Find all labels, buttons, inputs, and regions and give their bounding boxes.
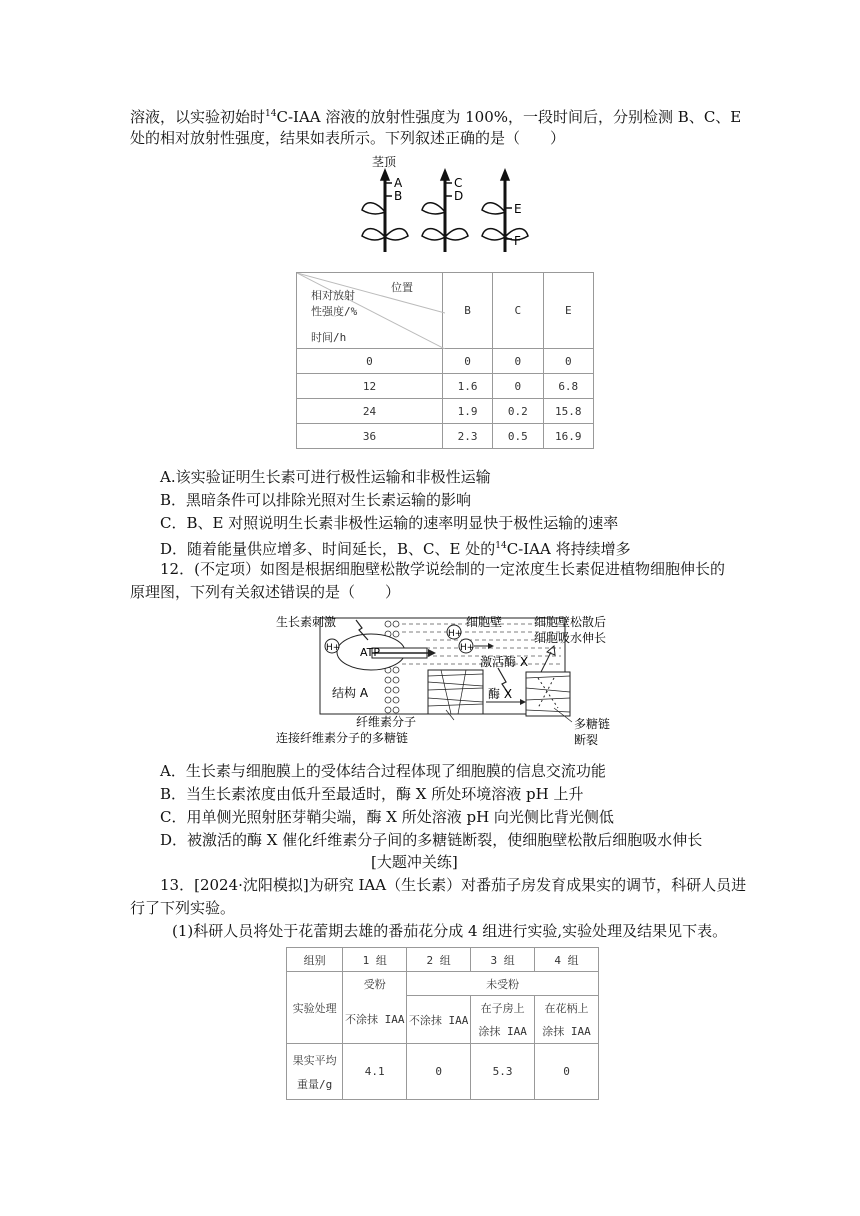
- stem-top-label: 茎顶: [372, 155, 397, 169]
- label-h2: H+: [448, 629, 463, 639]
- label-h3: H+: [460, 643, 475, 653]
- row-treatment: 实验处理: [287, 972, 343, 1044]
- col-c: C: [493, 273, 543, 349]
- q12-line1: 12．(不定项）如图是根据细胞壁松散学说绘制的一定浓度生长素促进植物细胞伸长的: [160, 560, 725, 578]
- table-row: 36 2.3 0.5 16.9: [297, 424, 594, 449]
- q11-line1: 溶液，以实验初始时$^{14}$C-IAA 溶液的放射性强度为 100%，一段时间后，分别检测 B、C、E: [130, 108, 742, 126]
- label-activate: 激活酶 X: [480, 655, 529, 669]
- label-h1: H+: [326, 643, 341, 653]
- label-loosen-1: 细胞壁松散后: [534, 615, 607, 629]
- q12-option-b: B．当生长素浓度由低升至最适时，酶 X 所处环境溶液 pH 上升: [160, 785, 584, 803]
- table-corner: [297, 273, 443, 349]
- row-weight: 果实平均 重量/g: [287, 1044, 343, 1100]
- q13-line2: 行了下列实验。: [130, 899, 236, 917]
- q11-option-b: B．黑暗条件可以排除光照对生长素运输的影响: [160, 491, 472, 509]
- q13-line1: 13．[2024·沈阳模拟]为研究 IAA（生长素）对番茄子房发育成果实的调节，科研人员进: [160, 876, 747, 894]
- table-row: 12 1.6 0 6.8: [297, 374, 594, 399]
- col-b: B: [442, 273, 492, 349]
- table-row: 24 1.9 0.2 15.8: [297, 399, 594, 424]
- q11-table: [296, 272, 594, 449]
- q11-option-a: A.该实验证明生长素可进行极性运输和非极性运输: [160, 468, 491, 486]
- stem-figure: [360, 152, 530, 257]
- label-break-2: 断裂: [574, 733, 599, 747]
- section-title: [大题冲关练]: [371, 853, 458, 871]
- q11-line2: 处的相对放射性强度，结果如表所示。下列叙述正确的是（ ）: [130, 129, 566, 147]
- q12-option-d: D．被激活的酶 X 催化纤维素分子间的多糖链断裂，使细胞壁松散后细胞吸水伸长: [160, 831, 703, 849]
- label-a: A: [394, 176, 403, 190]
- corner-position: 位置: [391, 281, 413, 294]
- q13-line3: (1)科研人员将处于花蕾期去雄的番茄花分成 4 组进行实验,实验处理及结果见下表。: [172, 922, 728, 940]
- q11-option-d: D．随着能量供应增多、时间延长，B、C、E 处的$^{14}$C-IAA 将持续增多: [160, 540, 631, 558]
- label-e: E: [514, 202, 522, 216]
- corner-time: 时间/h: [311, 331, 347, 344]
- corner-intensity-1: 相对放射: [311, 289, 355, 302]
- label-d: D: [454, 189, 464, 203]
- q12-line2: 原理图，下列有关叙述错误的是（ ）: [130, 583, 401, 601]
- label-polysaccharide: 连接纤维素分子的多糖链: [276, 731, 409, 745]
- label-c: C: [454, 176, 463, 190]
- q11-option-c: C．B、E 对照说明生长素非极性运输的速率明显快于极性运输的速率: [160, 514, 619, 532]
- table-row: 0 0 0 0: [297, 349, 594, 374]
- label-cellulose: 纤维素分子: [356, 715, 417, 729]
- q13-table: 组别 1 组 2 组 3 组 4 组 实验处理 受粉 未受粉 不涂抹 IAA 不涂抹 IAA 在子房上 在花柄上 涂抹 IAA 涂抹 IAA 果实平均 重量/g 4.1 0 5.3 0: [286, 947, 599, 1100]
- label-atp: ATP: [360, 646, 381, 659]
- label-f: F: [514, 234, 521, 248]
- label-loosen-2: 细胞吸水伸长: [534, 631, 607, 645]
- label-structure-a: 结构 A: [332, 686, 369, 700]
- q12-option-c: C．用单侧光照射胚芽鞘尖端，酶 X 所处溶液 pH 向光侧比背光侧低: [160, 808, 614, 826]
- col-e: E: [543, 273, 594, 349]
- cell-wall-figure: [276, 612, 616, 750]
- corner-intensity-2: 性强度/%: [311, 305, 358, 318]
- label-break-1: 多糖链: [574, 717, 611, 731]
- q12-option-a: A．生长素与细胞膜上的受体结合过程体现了细胞膜的信息交流功能: [160, 762, 606, 780]
- label-stimulus: 生长素刺激: [276, 615, 337, 629]
- label-b: B: [394, 189, 403, 203]
- label-enzyme-x: 酶 X: [488, 687, 513, 701]
- label-cell-wall: 细胞壁: [466, 615, 503, 629]
